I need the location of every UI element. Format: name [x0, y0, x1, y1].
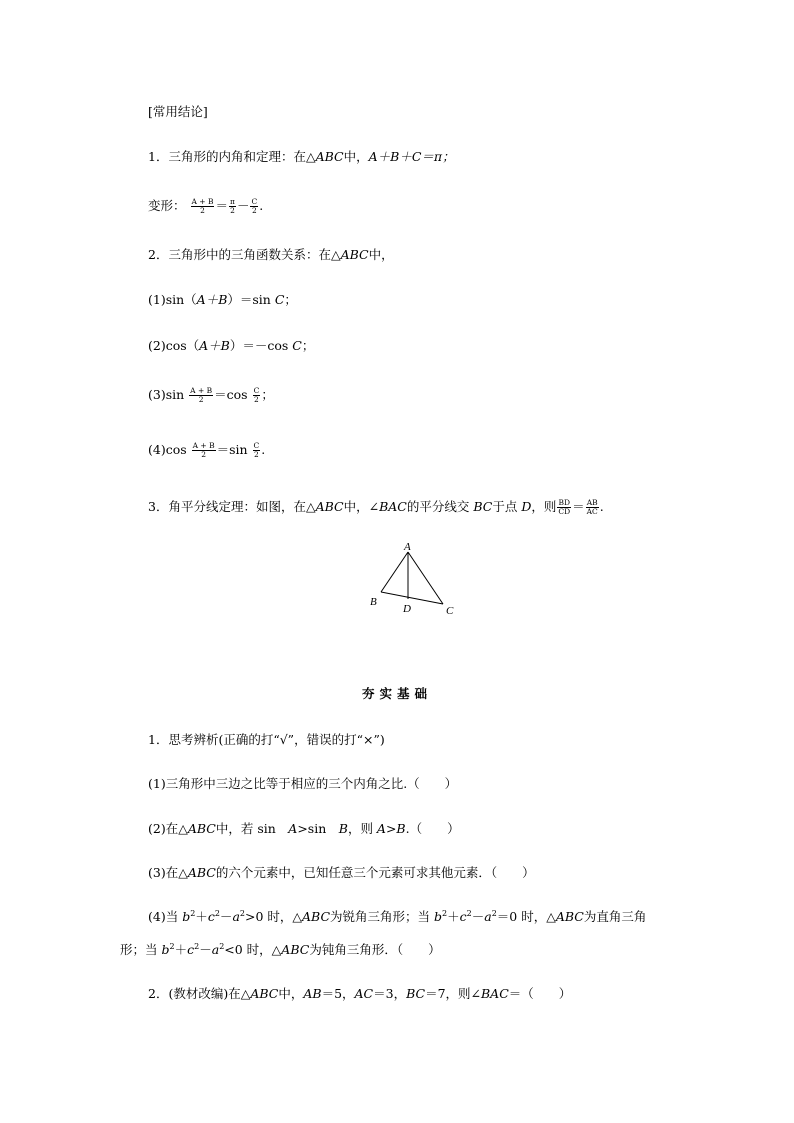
fraction: $\frac{A + B}{2}$ [190, 386, 213, 404]
fraction: $\frac{A + B}{2}$ [192, 441, 215, 459]
relation-4: (4)cos $\frac{A + B}{2}$ ＝sin $\frac{C}{2}$ . [148, 441, 266, 459]
question-1: 1．思考辨析(正确的打“√”，错误的打“×”) [148, 732, 385, 747]
question-2: 2．(教材改编)在△ABC中，AB＝5，AC＝3，BC＝7，则∠BAC＝（ ） [148, 986, 572, 1001]
vertex-label-a: A [404, 541, 411, 553]
item-3-angle-bisector: 3．角平分线定理：如图，在△ABC中，∠BAC的平分线交 BC于点 D，则 $\frac{BD}{CD}$ ＝ $\frac{AB}{AC}$ . [148, 498, 604, 516]
section-heading: [常用结论] [148, 104, 208, 119]
question-1-part-4-line-1: (4)当 $b^2+c^2-a^2>0$ 时，△ABC为锐角三角形；当 $b^2+c^2-a^2=0$ 时，△ABC为直角三角 [148, 908, 647, 924]
fraction: $\frac{C}{2}$ [253, 441, 260, 459]
triangle-side-ac [408, 552, 443, 604]
triangle-side-ab [381, 552, 408, 592]
item-1-angle-sum: 1．三角形的内角和定理：在△ABC中，A＋B＋C＝π； [148, 149, 455, 164]
item-1-variant: 变形： $\frac{A + B}{2}$ ＝ $\frac{\pi}{2}$ － $\frac{C}{2}$ . [148, 197, 264, 215]
fraction: $\frac{A + B}{2}$ [191, 197, 214, 215]
question-1-part-3: (3)在△ABC的六个元素中，已知任意三个元素可求其他元素．（ ） [148, 865, 535, 880]
item-2-trig-relations: 2．三角形中的三角函数关系：在△ABC中， [148, 247, 394, 262]
vertex-label-c: C [446, 605, 454, 617]
point-label-d: D [403, 603, 411, 615]
relation-2: (2)cos（A＋B）＝－cos C； [148, 338, 315, 353]
fraction: $\frac{AB}{AC}$ [586, 498, 598, 516]
vertex-label-b: B [370, 596, 377, 608]
question-1-part-4-line-2: 形；当 $b^2+c^2-a^2<0$ 时，△ABC为钝角三角形．（ ） [120, 941, 441, 957]
question-1-part-2: (2)在△ABC中，若 sin A>sin B，则 A>B.（ ） [148, 821, 460, 836]
fraction: $\frac{BD}{CD}$ [558, 498, 571, 516]
relation-1: (1)sin（A＋B）＝sin C； [148, 292, 297, 307]
section-title: 夯实基础 [361, 686, 432, 701]
triangle-figure [366, 540, 466, 620]
triangle-side-bc [381, 592, 443, 604]
relation-3: (3)sin $\frac{A + B}{2}$ ＝cos $\frac{C}{2}$ ； [148, 386, 274, 404]
question-1-part-1: (1)三角形中三边之比等于相应的三个内角之比.（ ） [148, 776, 458, 791]
fraction: $\frac{C}{2}$ [251, 197, 258, 215]
fraction: $\frac{C}{2}$ [253, 386, 260, 404]
fraction: $\frac{\pi}{2}$ [230, 197, 235, 215]
